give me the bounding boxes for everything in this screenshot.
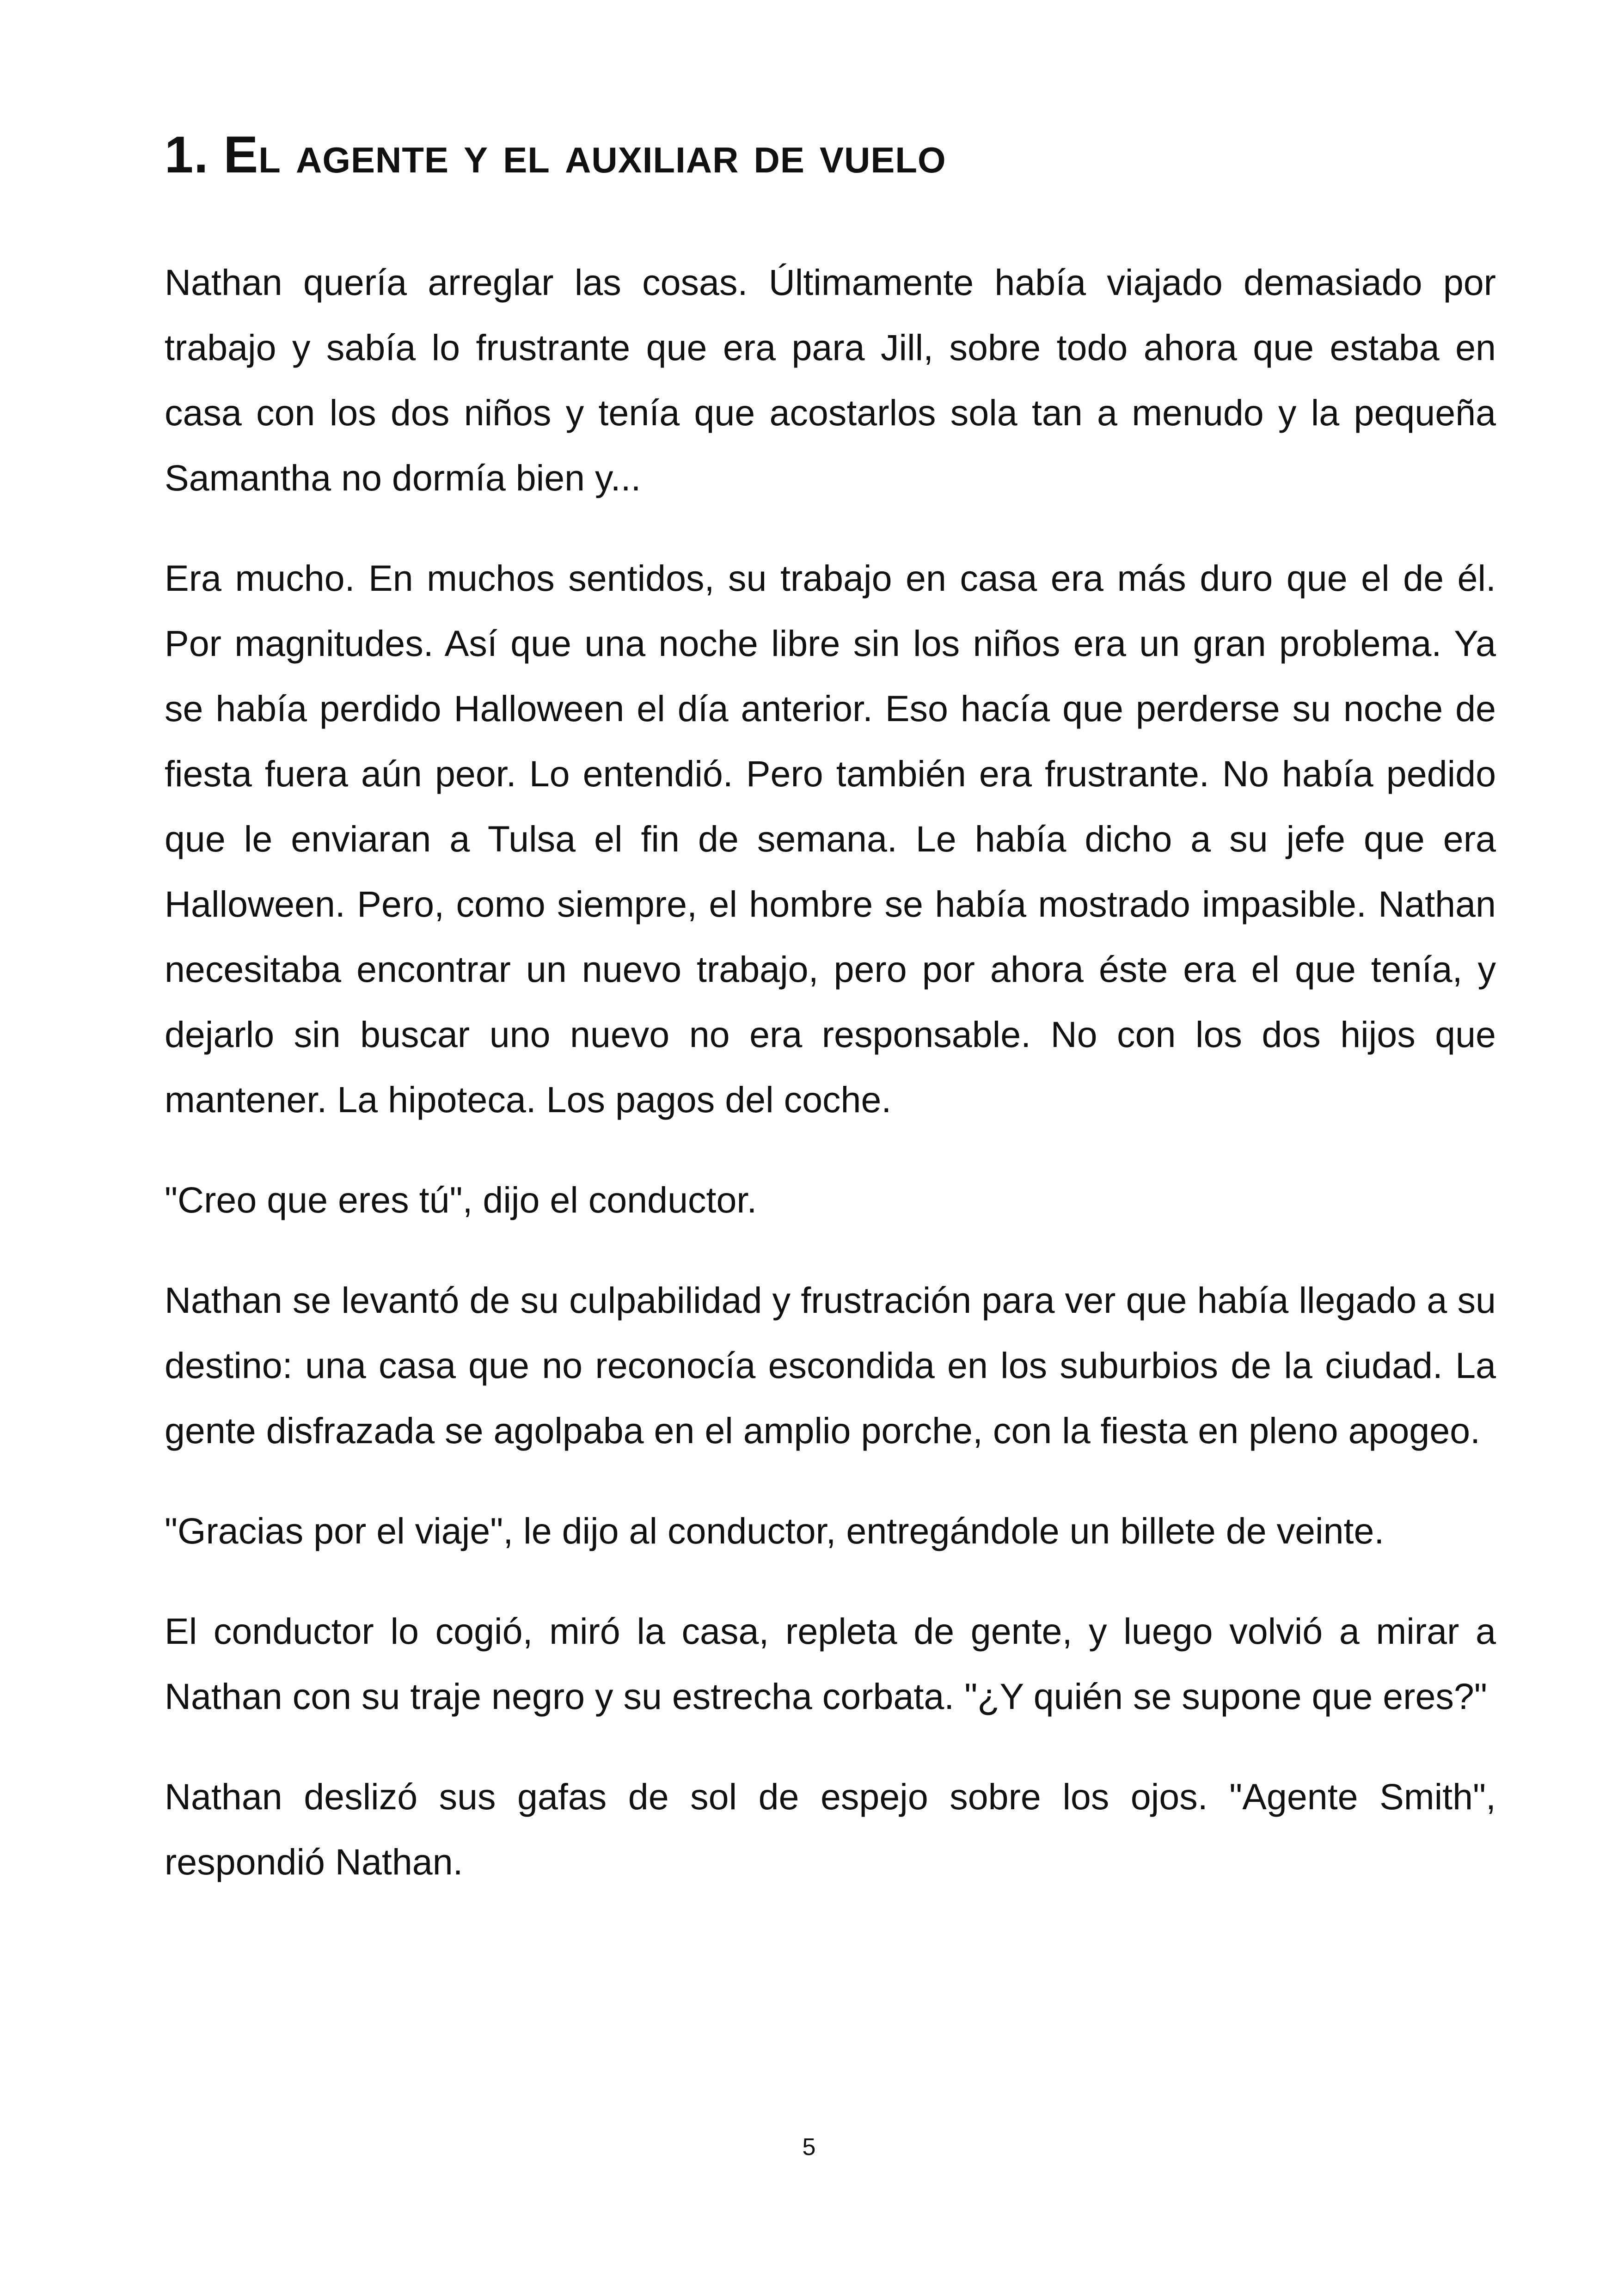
paragraph-5: "Gracias por el viaje", le dijo al conductor, entregándole un billete de veinte. [165, 1510, 1385, 1551]
paragraph-3: "Creo que eres tú", dijo el conductor. [165, 1179, 757, 1220]
page-number: 5 [802, 2134, 816, 2161]
paragraph-7: Nathan deslizó sus gafas de sol de espejo sobre los ojos. "Agente Smith", respondió Nathan. [165, 1776, 1496, 1882]
paragraph-6: El conductor lo cogió, miró la casa, repleta de gente, y luego volvió a mirar a Nathan con su traje negro y su estrecha corbata. "¿Y quién se supone que eres?" [165, 1610, 1496, 1717]
chapter-body [165, 250, 1496, 1929]
paragraph-1: Nathan quería arreglar las cosas. Últimamente había viajado demasiado por trabajo y sabía lo frustrante que era para Jill, sobre todo ahora que estaba en casa con los dos niños y tenía que acostarlos sola tan a menudo y la pequeña Samantha no dormía bien y... [165, 262, 1496, 498]
paragraph-4: Nathan se levantó de su culpabilidad y frustración para ver que había llegado a su destino: una casa que no reconocía escondida en los suburbios de la ciudad. La gente disfrazada se agolpaba en el amplio porche, con la fiesta en pleno apogeo. [165, 1280, 1496, 1451]
chapter-title: 1. El agente y el auxiliar de vuelo [165, 126, 946, 184]
paragraph-2: Era mucho. En muchos sentidos, su trabajo en casa era más duro que el de él. Por magnitudes. Así que una noche libre sin los niños era un gran problema. Ya se había perdido Halloween el día anterior. Eso hacía que perderse su noche de fiesta fuera aún peor. Lo entendió. Pero también era frustrante. No había pedido que le enviaran a Tulsa el fin de semana. Le había dicho a su jefe que era Halloween. Pero, como siempre, el hombre se había mostrado impasible. Nathan necesitaba encontrar un nuevo trabajo, pero por ahora éste era el que tenía, y dejarlo sin buscar uno nuevo no era responsable. No con los dos hijos que mantener. La hipoteca. Los pagos del coche. [165, 557, 1496, 1120]
